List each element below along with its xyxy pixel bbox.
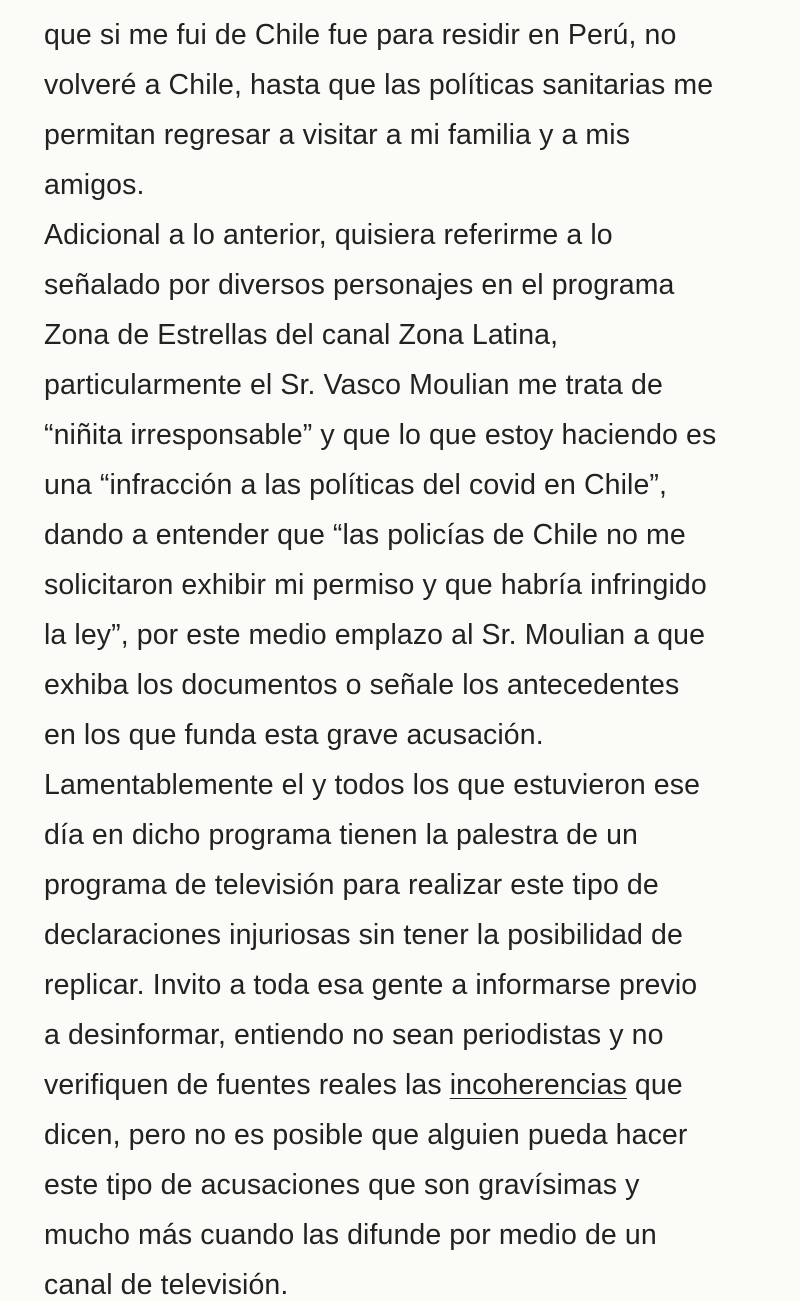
text-line-13: la ley”, por este medio emplazo al Sr. Moulian a que [44, 619, 706, 651]
text-line-17: día en dicho programa tienen la palestra de un [44, 819, 638, 851]
text-line-1: que si me fui de Chile fue para residir en Perú, no [44, 19, 677, 51]
text-line-8: particularmente el Sr. Vasco Moulian me trata de [44, 369, 663, 401]
text-line-21: a desinformar, entiendo no sean periodistas y no [44, 1019, 664, 1051]
text-line-12: solicitaron exhibir mi permiso y que habría infringido [44, 569, 707, 601]
text-line-7: Zona de Estrellas del canal Zona Latina, [44, 319, 559, 351]
text-line-15: en los que funda esta grave acusación. [44, 719, 544, 751]
text-line-19: declaraciones injuriosas sin tener la posibilidad de [44, 919, 683, 951]
text-body [44, 10, 782, 1301]
text-line-3: permitan regresar a visitar a mi familia y a mis [44, 119, 631, 151]
text-line-26: canal de televisión. [44, 1269, 289, 1301]
text-line-16: Lamentablemente el y todos los que estuvieron ese [44, 769, 701, 801]
text-line-14: exhiba los documentos o señale los antecedentes [44, 669, 680, 701]
text-line-22-before: verifiquen de fuentes reales las [44, 1069, 450, 1101]
underlined-word: incoherencias [449, 1069, 627, 1101]
text-line-25: mucho más cuando las difunde por medio de un [44, 1219, 657, 1251]
text-line-2: volveré a Chile, hasta que las políticas sanitarias me [44, 69, 714, 101]
text-line-10: una “infracción a las políticas del covid en Chile”, [44, 469, 668, 501]
text-line-4: amigos. [44, 169, 145, 201]
text-line-23: dicen, pero no es posible que alguien pueda hacer [44, 1119, 688, 1151]
text-line-22-after: que [626, 1069, 683, 1101]
text-line-20: replicar. Invito a toda esa gente a informarse previo [44, 969, 698, 1001]
text-line-22 [44, 1060, 782, 1110]
text-line-5: Adicional a lo anterior, quisiera referirme a lo [44, 219, 613, 251]
text-line-11: dando a entender que “las policías de Chile no me [44, 519, 686, 551]
text-line-9: “niñita irresponsable” y que lo que estoy haciendo es [44, 419, 717, 451]
text-line-18: programa de televisión para realizar este tipo de [44, 869, 659, 901]
text-line-6: señalado por diversos personajes en el programa [44, 269, 675, 301]
text-line-24: este tipo de acusaciones que son gravísimas y [44, 1169, 640, 1201]
